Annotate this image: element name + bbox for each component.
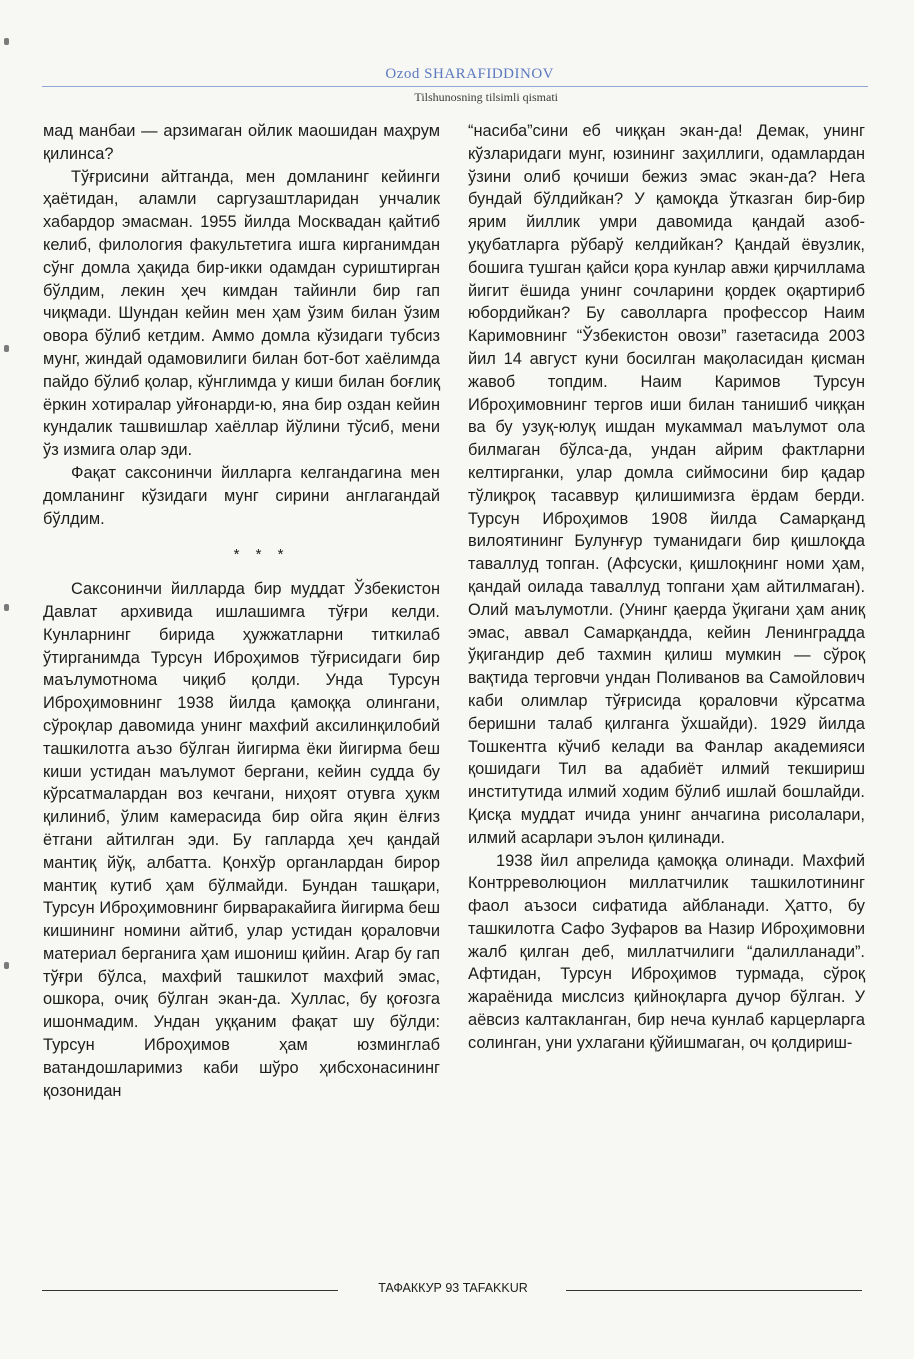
binder-hole-mark: [4, 604, 9, 611]
header-subtitle: Tilshunosning tilsimli qismati: [414, 90, 558, 104]
section-separator: * * *: [233, 546, 290, 564]
paragraph: Фақат саксонинчи йилларга келгандагина мен домланинг кўзидаги мунг сирини англагандай бўлдим.: [43, 463, 440, 528]
footer-page-label: ТАФАККУР 93 TAFAKKUR: [378, 1281, 528, 1295]
left-column: [43, 120, 440, 1102]
paragraph: мад манбаи — арзимаган ойлик маошидан маҳрум қилинса?: [43, 122, 440, 163]
footer-rule-left: [42, 1290, 338, 1291]
footer-rule-right: [566, 1290, 862, 1291]
right-column: [468, 120, 865, 1055]
header-rule: [42, 86, 868, 87]
paragraph: “насиба”сини еб чиққан экан-да! Демак, унинг кўзларидаги мунг, юзининг заҳиллиги, одамлардан ўзини олиб қочиши бежиз эмас экан-да? Нега бундай бўлдийкан? У қамоқда ўтказган бир-бир ярим йиллик умри давомида қандай азоб-уқубатларга рўбарў келдийкан? Қандай ёвузлик, бошига тушган қайси қора кунлар авжи қирчиллама йигит ёшида унинг сочларини қордек оқартириб юбордийкан? Бу саволларга профессор Наим Каримовнинг “Ўзбекистон овози” газетасида 2003 йил 14 август куни босилган мақоласидан қисман жавоб топдим. Наим Каримов Турсун Иброҳимовнинг тергов иши билан танишиб чиққан ва бу узуқ-юлуқ ишдан мукаммал маълумот ола билмаган бўлса-да, ундан айрим фактларни келтирганки, улар домла сиймосини бир қадар тўлиқроқ тасаввур қилишимизга ёрдам берди. Турсун Иброҳимов 1908 йилда Самарқанд вилоятининг Булунғур туманидаги бир қишлоқда таваллуд топган. (Афсуски, қишлоқнинг номи ҳам, қандай оилада таваллуд топгани ҳам айтилмаган). Олий маълумотли. (Унинг қаерда ўқигани ҳам аниқ эмас, аввал Самарқандда, кейин Ленинградда ўқигандир деб тахмин қилиш мумкин — сўроқ вақтида терговчи ундан Поливанов ва Самойлович каби олимлар тўғрисида қораловчи кўрсатма беришни талаб қилганга ўхшайди). 1929 йилда Тошкентга кўчиб келади ва Фанлар академияси қошидаги Тил ва адабиёт илмий текшириш институтида илмий ходим бўлиб ишлай бошлайди. Қисқа муддат ичида унинг анчагина рисолалари, илмий асарлари эълон қилинади.: [468, 122, 865, 847]
paragraph: 1938 йил апрелида қамоққа олинади. Махфий Контрреволюцион миллатчилик ташкилотининг фаол аъзоси сифатида айбланади. Ҳатто, бу ташкилотга Сафо Зуфаров ва Назир Иброҳимовни жалб қилган деб, миллатчилиги “далилланади”. Афтидан, Турсун Иброҳимов турмада, сўроқ жараёнида мислсиз қийноқларга дучор бўлган. У аёвсиз калтакланган, бир неча кунлаб карцерларга солинган, уни ухлагани қўйишмаган, оч қолдириш-: [468, 851, 865, 1052]
binder-hole-mark: [4, 38, 9, 45]
paragraph: Тўғрисини айтганда, мен домланинг кейинги ҳаётидан, аламли саргузаштларидан унчалик хабардор эмасман. 1955 йилда Москвадан қайтиб келиб, филология факультетига ишга кирганимдан сўнг домла ҳақида бир-икки одамдан суриштирган бўлдим, лекин ҳеч кимдан тайинли бир гап чиқмади. Шундан кейин мен ҳам ўзим билан ўзим овора бўлиб кетдим. Аммо домла кўзидаги тубсиз мунг, жиндай одамовилиги билан бот-бот хаёлимда пайдо бўлиб қолар, кўнглимда у киши билан боғлиқ ёркин хотиралар уйғонарди-ю, яна бир оздан кейин кундалик ташвишлар хаёллар йўлини тўсиб, мени ўз измига олар эди.: [43, 167, 440, 460]
header-author: Ozod SHARAFIDDINOV: [385, 66, 554, 82]
paragraph: Саксонинчи йилларда бир муддат Ўзбекистон Давлат архивида ишлашимга тўғри келди. Кунларнинг бирида ҳужжатларни титкилаб ўтирганимда Турсун Иброҳимов тўғрисидаги бир маълумотнома чиқиб қолди. Унда Турсун Иброҳимовнинг 1938 йилда қамоққа олингани, сўроқлар давомида унинг махфий аксилинқилобий ташкилотга аъзо бўлган йигирма ёки йигирма беш киши устидан маълумот бергани, кейин судда бу кўрсатмалардан воз кечгани, ниҳоят отувга ҳукм қилиниб, ўлим камерасида бир ойга яқин ёлғиз ётгани айтилган эди. Бу гапларда ҳеч қандай мантиқ йўқ, албатта. Қонхўр органлардан бирор мантиқ кутиб ҳам бўлмайди. Бундан ташқари, Турсун Иброҳимовнинг бирваракайига йигирма беш кишининг номини айтиб, улар устидан қораловчи материал берганига ҳам ишониш қийин. Агар бу гап тўғри бўлса, махфий ташкилот махфий эмас, ошкора, очиқ бўлган экан-да. Хуллас, бу қоғозга ишонмадим. Ундан уққаним фақат шу бўлди: Турсун Иброҳимов ҳам юзминглаб ватандошларимиз каби шўро ҳибсхонасининг қозонидан: [43, 580, 440, 1100]
binder-hole-mark: [4, 345, 9, 352]
binder-hole-mark: [4, 962, 9, 969]
